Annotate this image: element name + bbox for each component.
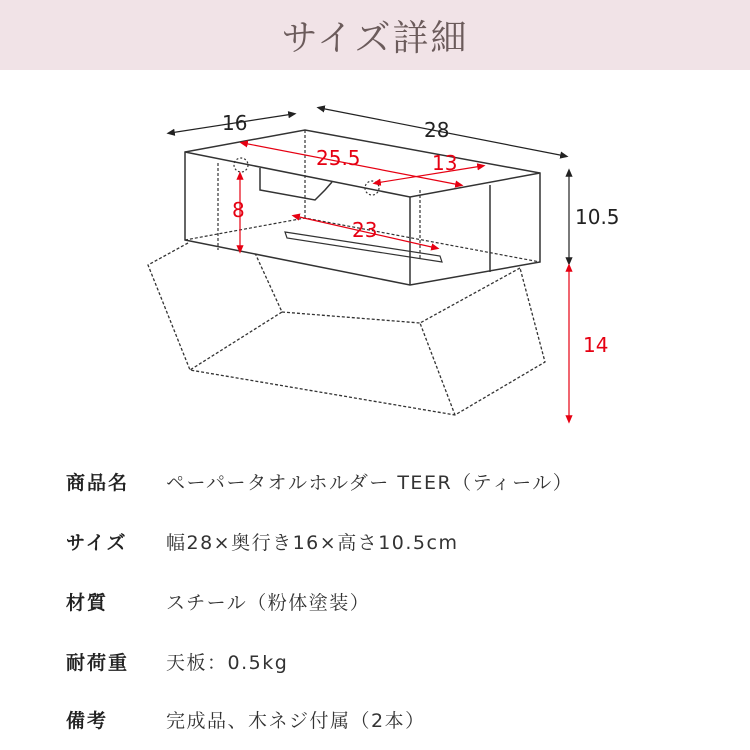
spec-label: 商品名 (66, 471, 130, 494)
spec-value: 完成品、木ネジ付属（2本） (166, 709, 426, 732)
dim-hole-pitch-label: 13 (432, 151, 458, 175)
spec-label: 材質 (66, 591, 109, 614)
spec-row-name (0, 461, 750, 501)
page-title: サイズ詳細 (281, 17, 469, 59)
spec-value: スチール（粉体塗装） (166, 591, 371, 614)
dim-height-label: 10.5 (575, 205, 620, 229)
dim-inner-width-label: 25.5 (316, 146, 361, 170)
spec-row-size (0, 521, 750, 561)
spec-row-material (0, 581, 750, 621)
spec-value: 天板：0.5kg (166, 651, 289, 674)
dimension-diagram (0, 70, 750, 450)
spec-value: 幅28×奥行き16×高さ10.5cm (166, 531, 459, 554)
spec-label: 備考 (66, 709, 109, 732)
dim-hole-height-label: 8 (232, 198, 245, 222)
spec-label: サイズ (66, 531, 128, 554)
spec-value: ペーパータオルホルダー TEER（ティール） (166, 471, 574, 494)
header-band (0, 0, 750, 70)
dim-slot-length-label: 23 (352, 218, 378, 242)
spec-row-notes (0, 699, 750, 739)
dim-depth-label: 16 (222, 111, 248, 135)
spec-label: 耐荷重 (66, 651, 130, 674)
spec-row-load (0, 641, 750, 681)
dim-roll-clearance-label: 14 (583, 333, 609, 357)
dim-width-label: 28 (424, 118, 450, 142)
